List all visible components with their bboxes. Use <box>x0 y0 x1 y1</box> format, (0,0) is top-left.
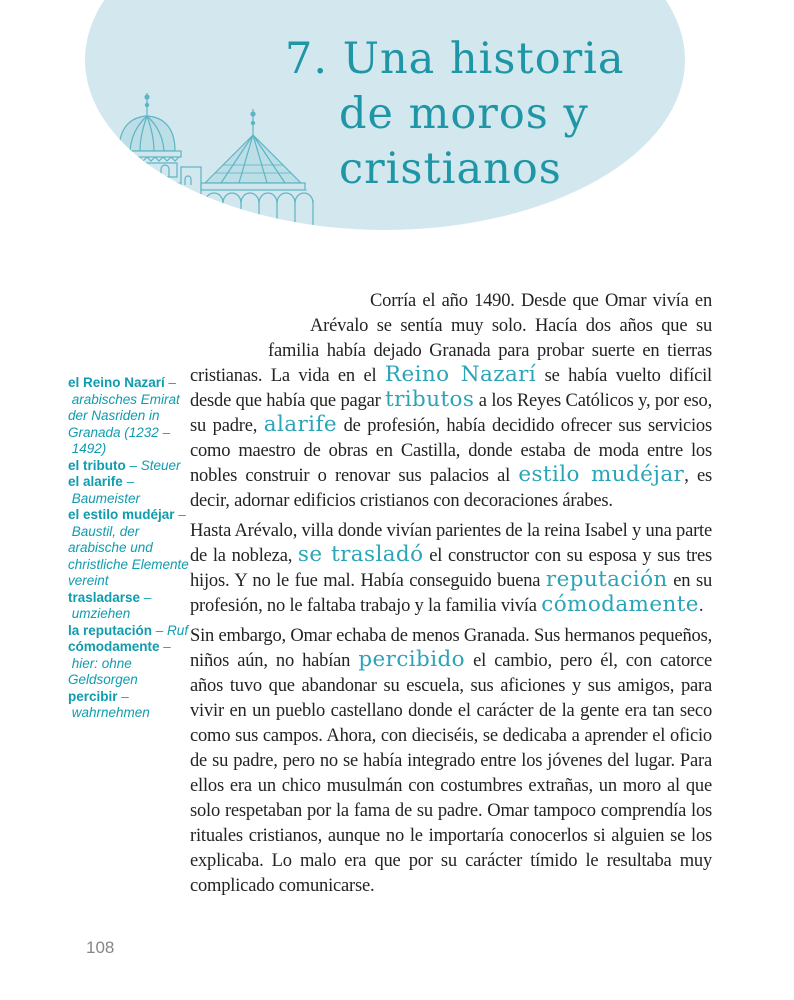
text-wrap-spacer <box>190 289 370 314</box>
chapter-title-line-3: cristianos <box>339 144 562 194</box>
story-segment: se había vuelto difícil desde que había que pagar <box>190 366 712 411</box>
story-paragraph-3 <box>190 624 712 899</box>
story-keyword: percibido <box>358 647 466 672</box>
vocab-translation: – arabisches Emirat der Nasriden in Granada (1232 – 1492) <box>68 375 180 456</box>
story-segment: el cambio, pero él, con catorce años tuvo que abandonar su escuela, sus aficiones y sus amigos, para vivir en un pueblo castellano donde el carácter de la gente era tan seco como sus campos. Ahora, con dieciséis, se dedicaba a aprender el oficio de su padre, pero no se había integrado entre los jóvenes del lugar. Para ellos era un chico musulmán con costumbres extrañas, un moro al que solo respetaban por la fama de su padre. Omar tampoco comprendía los rituales cristianos, aunque no le importaría conocerlos si alguien se los explicaba. Lo malo era que por su carácter tímido le resultaba muy complicado comunicarse. <box>190 651 712 896</box>
story-segment: de profesión, había decidido ofrecer sus servicios como maestro de obras en Castilla, donde estaba de moda entre los nobles construir o renovar sus palacios al <box>190 416 712 486</box>
vocab-translation: – Baustil, der arabische und christliche Elemente vereint <box>68 507 189 588</box>
story-segment: Hasta Arévalo, villa donde vivían parientes de la reina Isabel y una parte de la nobleza, <box>190 521 713 566</box>
vocab-translation: – Baumeister <box>68 474 141 506</box>
vocabulary-sidebar <box>68 375 196 722</box>
story-keyword: se trasladó <box>297 542 424 567</box>
vocab-translation: – umziehen <box>68 589 152 621</box>
chapter-title-line-1 <box>285 32 625 87</box>
story-keyword: tributos <box>385 387 475 412</box>
chapter-number: 7. <box>285 34 329 84</box>
vocab-term: el Reino Nazarí <box>68 375 165 390</box>
vocab-translation: – Ruf <box>155 622 189 638</box>
vocab-entry <box>68 375 196 458</box>
story-paragraph-1 <box>190 289 712 514</box>
story-keyword: cómodamente <box>541 592 699 617</box>
vocab-entry <box>68 458 196 475</box>
text-wrap-spacer <box>190 339 268 364</box>
vocab-entry <box>68 623 196 640</box>
chapter-header-ellipse <box>85 0 685 230</box>
vocab-term: cómodamente <box>68 639 160 654</box>
story-segment: . <box>698 596 704 616</box>
page-number: 108 <box>86 938 115 957</box>
story-keyword: Reino Nazarí <box>384 362 537 387</box>
vocab-term: percibir <box>68 688 118 704</box>
vocab-entry <box>68 507 196 590</box>
vocab-term: la reputación <box>68 622 153 638</box>
vocab-entry <box>68 590 196 623</box>
story-keyword: reputación <box>545 567 668 592</box>
story-segment: Sin embargo, Omar echaba de menos Granada. Sus hermanos pequeños, niños aún, no habían <box>190 626 712 671</box>
vocab-translation: – Steuer <box>129 457 181 473</box>
story-segment: Corría el año 1490. Desde que Omar vivía en Arévalo se sentía muy solo. Hacía dos años que su familia había dejado Granada para probar suerte en tierras cristianas. La vida en el <box>190 291 712 386</box>
story-segment: a los Reyes Católicos y, por eso, su padre, <box>190 391 712 436</box>
story-keyword: alarife <box>263 412 337 437</box>
vocab-term: trasladarse <box>68 589 141 605</box>
vocab-term: el alarife <box>68 474 123 489</box>
chapter-title <box>285 32 625 197</box>
story-text <box>190 289 712 904</box>
story-segment: , es decir, adornar edificios cristianos con decoraciones árabes. <box>190 466 712 511</box>
chapter-title-line-2: de moros y <box>339 89 589 139</box>
story-paragraph-2 <box>190 519 712 619</box>
vocab-translation: – wahrnehmen <box>68 688 150 720</box>
vocab-entry <box>68 639 196 689</box>
text-wrap-spacer <box>190 314 310 339</box>
story-segment: el constructor con su esposa y sus tres hijos. Y no le fue mal. Había conseguido buena <box>190 546 712 591</box>
vocab-entry <box>68 689 196 722</box>
chapter-title-text-1: Una historia <box>342 34 625 84</box>
vocab-translation: – hier: ohne Geldsorgen <box>68 639 171 687</box>
vocab-term: el estilo mudéjar <box>68 507 175 522</box>
vocab-entry <box>68 474 196 507</box>
story-segment: en su profesión, no le faltaba trabajo y la familia vivía <box>190 571 712 616</box>
story-keyword: estilo mudéjar <box>518 462 685 487</box>
vocab-term: el tributo <box>68 457 126 473</box>
